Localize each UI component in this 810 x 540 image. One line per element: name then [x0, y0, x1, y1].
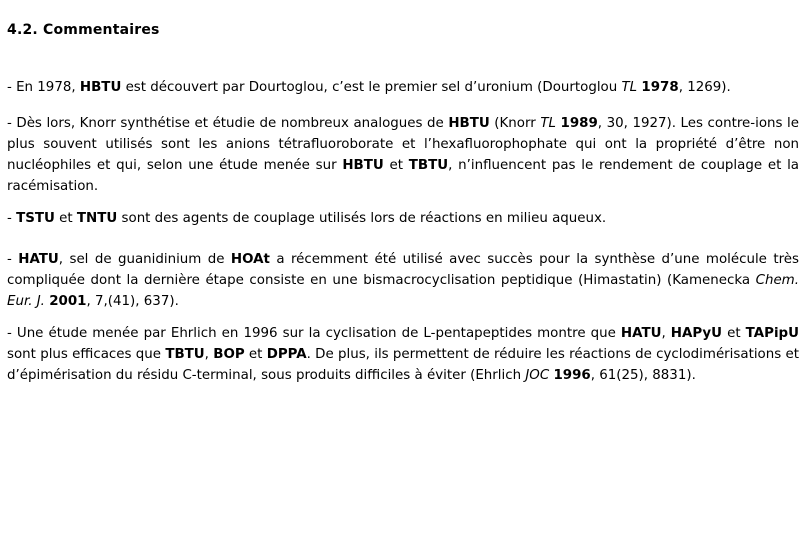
paragraph-hatu-himastatin — [7, 249, 799, 312]
compound-name: BOP — [213, 347, 245, 362]
citation-year: 1978 — [641, 80, 679, 95]
text-run: , — [661, 326, 671, 341]
compound-name: HATU — [18, 252, 59, 267]
section-heading: 4.2. Commentaires — [7, 22, 160, 38]
journal-name: JOC — [525, 368, 550, 383]
text-run: (Knorr — [489, 116, 541, 131]
text-run: , 30, 1927). Les contre-ions le plus souvent utilisés sont les anions tétrafluoroborate et l’hexafluorophophate qui ont la propriété d’être non nucléophiles et qui, selon une étude menée sur — [7, 116, 799, 173]
text-run: , sel de guanidinium de — [58, 252, 231, 267]
compound-name: TBTU — [165, 347, 205, 362]
citation-year: 2001 — [49, 294, 87, 309]
compound-name: TAPipU — [745, 326, 799, 341]
text-run: sont des agents de couplage utilisés lors de réactions en milieu aqueux. — [117, 211, 607, 226]
text-run: - Dès lors, Knorr synthétise et étudie de nombreux analogues de — [7, 116, 449, 131]
journal-name: TL — [621, 80, 638, 95]
text-run: , n’influencent pas le rendement de couplage et la racémisation. — [7, 158, 800, 194]
text-run: et — [244, 347, 267, 362]
text-run: et — [383, 158, 409, 173]
text-run: - — [7, 252, 19, 267]
journal-name: TL — [540, 116, 556, 131]
text-run: a récemment été utilisé avec succès pour la synthèse d’une molécule très compliquée dont la dernière étape consiste en une bismacrocyclisation peptidique (Himastatin) (Kamenecka — [7, 252, 799, 288]
journal-name: Chem. Eur. J. — [7, 273, 799, 309]
paragraph-knorr-analogues — [7, 113, 799, 197]
compound-name: HBTU — [448, 116, 490, 131]
text-run: , — [204, 347, 214, 362]
compound-name: HBTU — [79, 80, 122, 95]
text-run: et — [54, 211, 77, 226]
compound-name: HAPyU — [670, 326, 723, 341]
compound-name: TBTU — [408, 158, 449, 173]
text-run: - — [7, 211, 17, 226]
compound-name: TNTU — [76, 211, 118, 226]
compound-name: HATU — [620, 326, 662, 341]
compound-name: TSTU — [16, 211, 55, 226]
citation-year: 1989 — [560, 116, 598, 131]
citation-year: 1996 — [553, 368, 591, 383]
text-run: , 1269). — [678, 80, 731, 95]
paragraph-aqueous-coupling — [7, 208, 799, 229]
text-run: . De plus, ils permettent de réduire les réactions de cyclodimérisations et d’épimérisation du résidu C-terminal, sous produits difficiles à éviter (Ehrlich — [7, 347, 799, 383]
compound-name: HBTU — [342, 158, 384, 173]
text-run: et — [722, 326, 746, 341]
text-run: sont plus efficaces que — [7, 347, 166, 362]
text-run: , 7,(41), 637). — [86, 294, 179, 309]
compound-name: DPPA — [266, 347, 307, 362]
text-run: est découvert par Dourtoglou, c’est le premier sel d’uronium (Dourtoglou — [121, 80, 622, 95]
text-run: - Une étude menée par Ehrlich en 1996 sur la cyclisation de L-pentapeptides montre que — [7, 326, 621, 341]
text-run: , 61(25), 8831). — [590, 368, 696, 383]
text-run: - En 1978, — [7, 80, 80, 95]
paragraph-hbtu-discovery — [7, 77, 799, 98]
compound-name: HOAt — [230, 252, 270, 267]
paragraph-ehrlich-study — [7, 323, 799, 386]
